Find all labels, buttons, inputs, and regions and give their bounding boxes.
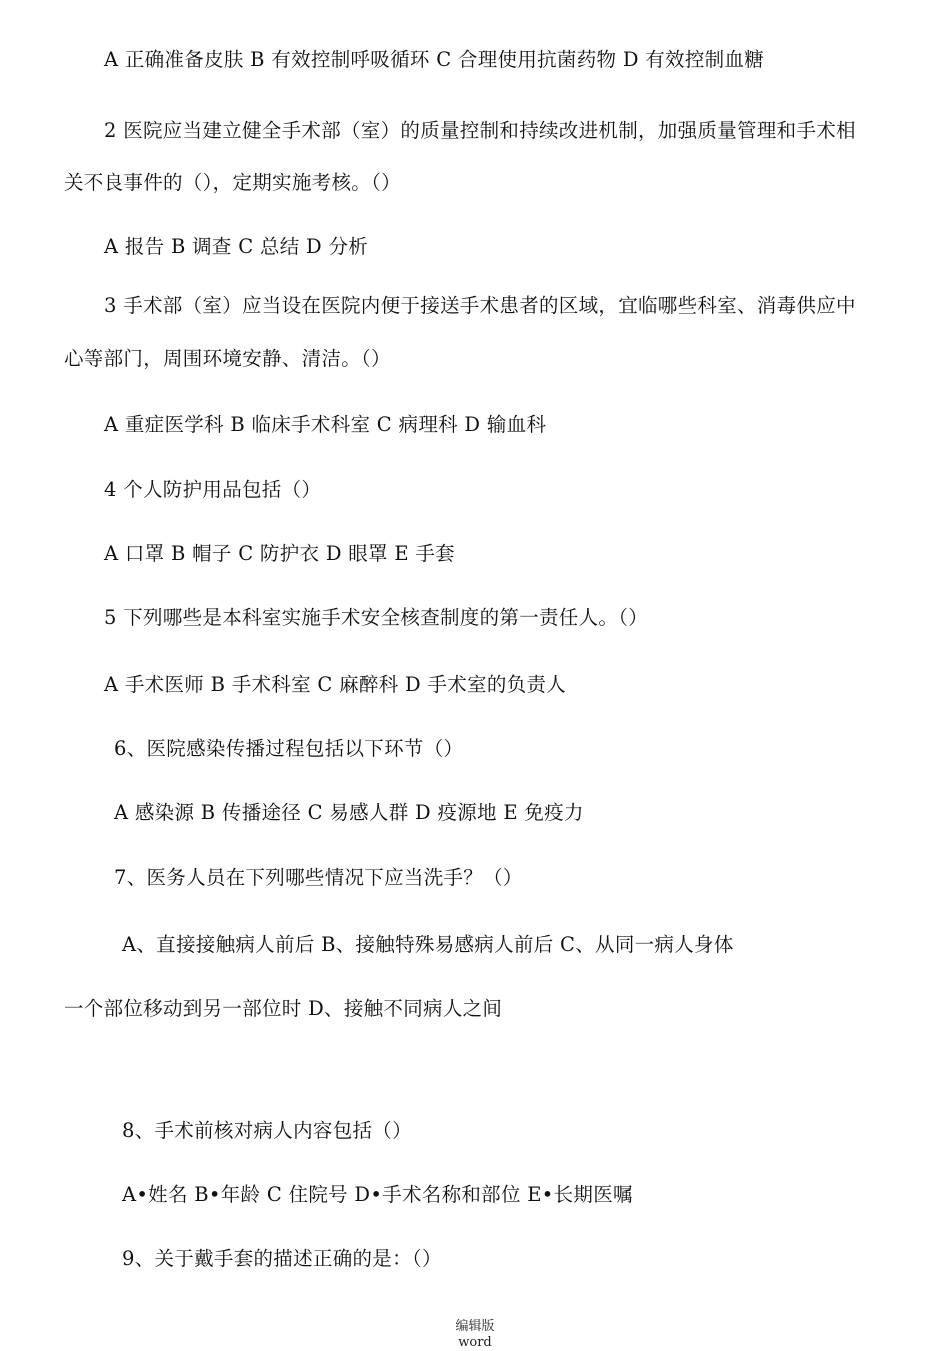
footer-sublabel: word — [458, 1335, 492, 1350]
text-line: 8、手术前核对病人内容包括（） — [122, 1119, 412, 1142]
text-line: 心等部门，周围环境安静、清洁。（） — [64, 347, 391, 370]
text-line: 3 手术部（室）应当设在医院内便于接送手术患者的区域，宜临哪些科室、消毒供应中 — [104, 294, 856, 317]
text-line: 关不良事件的（），定期实施考核。（） — [64, 171, 401, 194]
text-line: 9、关于戴手套的描述正确的是：（） — [122, 1247, 442, 1270]
text-line: A•姓名 B•年龄 C 住院号 D•手术名称和部位 E•长期医嘱 — [122, 1183, 633, 1206]
text-line: A 手术医师 B 手术科室 C 麻醉科 D 手术室的负责人 — [104, 673, 567, 696]
text-line: A 重症医学科 B 临床手术科室 C 病理科 D 输血科 — [104, 413, 547, 436]
text-line: A、直接接触病人前后 B、接触特殊易感病人前后 C、从同一病人身体 — [122, 933, 734, 956]
text-line: 一个部位移动到另一部位时 D、接触不同病人之间 — [64, 997, 503, 1020]
text-line: A 报告 B 调查 C 总结 D 分析 — [104, 235, 369, 258]
text-line: A 感染源 B 传播途径 C 易感人群 D 疫源地 E 免疫力 — [114, 801, 584, 824]
footer-label: 编辑版 — [455, 1319, 495, 1334]
text-line: 6、医院感染传播过程包括以下环节（） — [114, 737, 464, 760]
text-line: 4 个人防护用品包括（） — [104, 478, 322, 501]
text-line: 5 下列哪些是本科室实施手术安全核查制度的第一责任人。（） — [104, 606, 649, 629]
text-line: 7、医务人员在下列哪些情况下应当洗手？（） — [114, 866, 523, 889]
text-line: A 口罩 B 帽子 C 防护衣 D 眼罩 E 手套 — [104, 542, 455, 565]
text-line: 2 医院应当建立健全手术部（室）的质量控制和持续改进机制，加强质量管理和手术相 — [104, 119, 856, 142]
text-line: A 正确准备皮肤 B 有效控制呼吸循环 C 合理使用抗菌药物 D 有效控制血糖 — [104, 48, 765, 71]
